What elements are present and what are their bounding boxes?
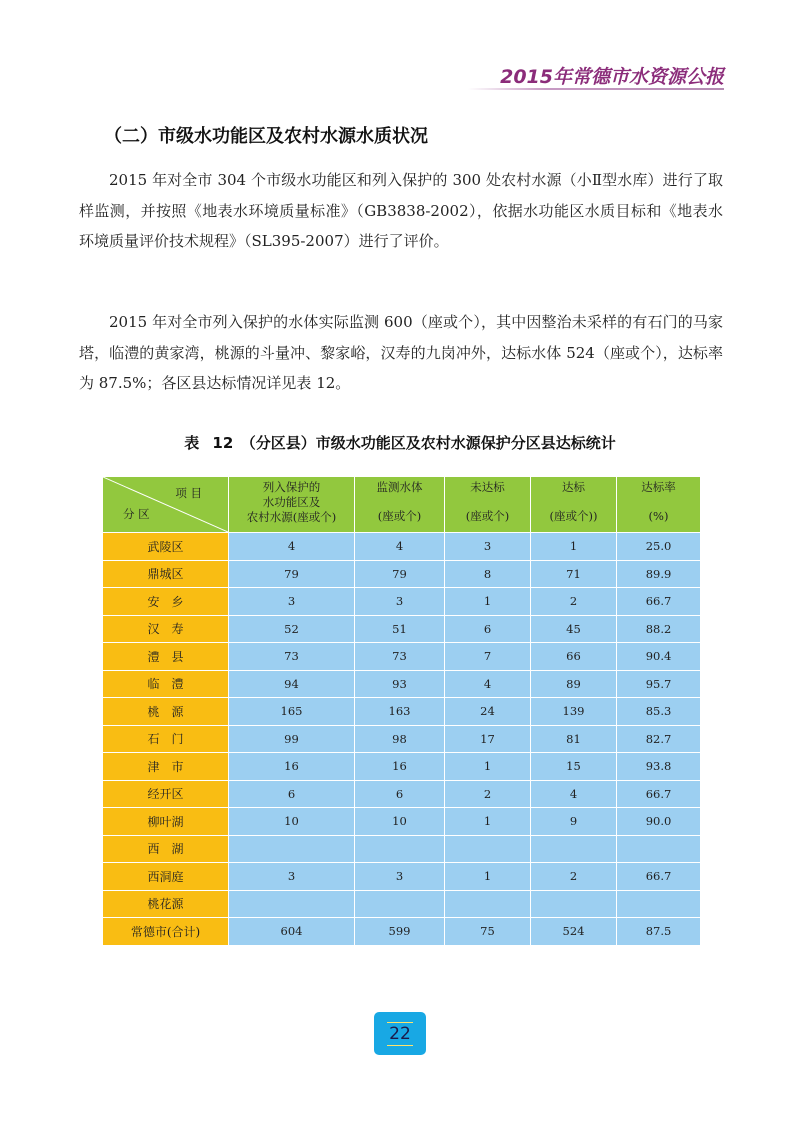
protected-cell: 10: [229, 808, 355, 836]
table-row: [103, 890, 701, 918]
header-monitored: [355, 477, 445, 533]
monitored-cell: [355, 835, 445, 863]
header-failed-bottom: (座或个): [465, 509, 510, 523]
table-total-row: [103, 918, 701, 946]
passed-cell: 9: [531, 808, 617, 836]
table-header-row: [103, 477, 701, 533]
failed-cell: 6: [445, 615, 531, 643]
failed-cell: 1: [445, 753, 531, 781]
monitored-cell: 73: [355, 643, 445, 671]
diagonal-line: [103, 477, 228, 532]
failed-cell: 2: [445, 780, 531, 808]
failed-cell: 75: [445, 918, 531, 946]
rate-cell: 90.0: [617, 808, 701, 836]
monitored-cell: 163: [355, 698, 445, 726]
table-row: [103, 753, 701, 781]
header-protected-mid: 水功能区及: [262, 495, 321, 509]
failed-cell: [445, 835, 531, 863]
failed-cell: 17: [445, 725, 531, 753]
region-cell: 西洞庭: [103, 863, 229, 891]
paragraph-2: 2015 年对全市列入保护的水体实际监测 600（座或个），其中因整治未采样的有石门的马家塔，临澧的黄家湾，桃源的斗量冲、黎家峪，汉寿的九岗冲外，达标水体 524（座或个），达标率为 87.5%；各区县达标情况详见表 12。: [79, 313, 723, 392]
rate-cell: 82.7: [617, 725, 701, 753]
table-row: [103, 560, 701, 588]
passed-cell: [531, 835, 617, 863]
region-cell: 鼎城区: [103, 560, 229, 588]
page-number: 22: [389, 1023, 411, 1044]
passed-cell: 81: [531, 725, 617, 753]
diagonal-header-cell: [103, 477, 229, 533]
monitored-cell: [355, 890, 445, 918]
table-row: [103, 725, 701, 753]
protected-cell: 3: [229, 588, 355, 616]
protected-cell: 52: [229, 615, 355, 643]
rate-cell: 90.4: [617, 643, 701, 671]
table-row: [103, 588, 701, 616]
monitored-cell: 51: [355, 615, 445, 643]
section-heading: （二）市级水功能区及农村水源水质状况: [104, 126, 428, 147]
failed-cell: 4: [445, 670, 531, 698]
table-row: [103, 698, 701, 726]
protected-cell: 165: [229, 698, 355, 726]
table-row: [103, 670, 701, 698]
passed-cell: 2: [531, 588, 617, 616]
header-monitored-top: 监测水体: [376, 480, 423, 494]
monitored-cell: 98: [355, 725, 445, 753]
failed-cell: 3: [445, 533, 531, 561]
report-header-title: 2015年常德市水资源公报: [500, 66, 724, 88]
region-cell: 柳叶湖: [103, 808, 229, 836]
passed-cell: 66: [531, 643, 617, 671]
region-cell: 汉 寿: [103, 615, 229, 643]
monitored-cell: 79: [355, 560, 445, 588]
rate-cell: 95.7: [617, 670, 701, 698]
monitored-cell: 3: [355, 863, 445, 891]
region-cell: 石 门: [103, 725, 229, 753]
table-caption: 表 12 （分区县）市级水功能区及农村水源保护分区县达标统计: [184, 434, 616, 452]
rate-cell: [617, 835, 701, 863]
protected-cell: 6: [229, 780, 355, 808]
passed-cell: 139: [531, 698, 617, 726]
corner-label-division: 分 区: [123, 507, 150, 521]
protected-cell: [229, 835, 355, 863]
region-cell: 武陵区: [103, 533, 229, 561]
passed-cell: 15: [531, 753, 617, 781]
table-row: [103, 863, 701, 891]
region-cell: 经开区: [103, 780, 229, 808]
monitored-cell: 4: [355, 533, 445, 561]
header-failed: [445, 477, 531, 533]
monitored-cell: 16: [355, 753, 445, 781]
monitored-cell: 6: [355, 780, 445, 808]
protected-cell: 73: [229, 643, 355, 671]
region-cell: 临 澧: [103, 670, 229, 698]
monitored-cell: 10: [355, 808, 445, 836]
failed-cell: [445, 890, 531, 918]
passed-cell: 71: [531, 560, 617, 588]
table-row: [103, 835, 701, 863]
table-row: [103, 643, 701, 671]
rate-cell: 87.5: [617, 918, 701, 946]
corner-label-item: 项 目: [175, 486, 202, 500]
passed-cell: [531, 890, 617, 918]
region-cell: 桃花源: [103, 890, 229, 918]
failed-cell: 1: [445, 808, 531, 836]
passed-cell: 89: [531, 670, 617, 698]
monitored-cell: 93: [355, 670, 445, 698]
protected-cell: 4: [229, 533, 355, 561]
failed-cell: 8: [445, 560, 531, 588]
rate-cell: 88.2: [617, 615, 701, 643]
region-cell: 桃 源: [103, 698, 229, 726]
rate-cell: 66.7: [617, 780, 701, 808]
rate-cell: 93.8: [617, 753, 701, 781]
protected-cell: 94: [229, 670, 355, 698]
failed-cell: 7: [445, 643, 531, 671]
header-failed-top: 未达标: [470, 480, 505, 494]
protected-cell: 99: [229, 725, 355, 753]
region-cell: 常德市(合计): [103, 918, 229, 946]
failed-cell: 1: [445, 863, 531, 891]
compliance-table: [102, 476, 701, 946]
table-row: [103, 808, 701, 836]
page-number-badge: [374, 1012, 426, 1055]
failed-cell: 24: [445, 698, 531, 726]
rate-cell: 66.7: [617, 588, 701, 616]
header-passed: [531, 477, 617, 533]
protected-cell: [229, 890, 355, 918]
rate-cell: 66.7: [617, 863, 701, 891]
header-protected: [229, 477, 355, 533]
header-protected-top: 列入保护的: [262, 480, 321, 494]
header-monitored-bottom: (座或个): [377, 509, 422, 523]
passed-cell: 2: [531, 863, 617, 891]
rate-cell: [617, 890, 701, 918]
passed-cell: 4: [531, 780, 617, 808]
region-cell: 澧 县: [103, 643, 229, 671]
paragraph-1: 2015 年对全市 304 个市级水功能区和列入保护的 300 处农村水源（小Ⅱ型水库）进行了取样监测，并按照《地表水环境质量标准》（GB3838-2002），依据水功能区水质目标和《地表水环境质量评价技术规程》（SL395-2007）进行了评价。: [79, 171, 723, 250]
passed-cell: 1: [531, 533, 617, 561]
header-passed-bottom: (座或个)): [549, 509, 598, 523]
table-row: [103, 533, 701, 561]
passed-cell: 524: [531, 918, 617, 946]
failed-cell: 1: [445, 588, 531, 616]
rate-cell: 89.9: [617, 560, 701, 588]
region-cell: 安 乡: [103, 588, 229, 616]
monitored-cell: 3: [355, 588, 445, 616]
header-rate: [617, 477, 701, 533]
protected-cell: 79: [229, 560, 355, 588]
header-rate-top: 达标率: [641, 480, 676, 494]
header-passed-top: 达标: [562, 480, 585, 494]
header-divider: [468, 88, 724, 90]
protected-cell: 16: [229, 753, 355, 781]
monitored-cell: 599: [355, 918, 445, 946]
protected-cell: 604: [229, 918, 355, 946]
region-cell: 津 市: [103, 753, 229, 781]
rate-cell: 85.3: [617, 698, 701, 726]
protected-cell: 3: [229, 863, 355, 891]
region-cell: 西 湖: [103, 835, 229, 863]
table-row: [103, 615, 701, 643]
passed-cell: 45: [531, 615, 617, 643]
rate-cell: 25.0: [617, 533, 701, 561]
header-rate-bottom: (%): [648, 509, 669, 523]
table-row: [103, 780, 701, 808]
header-protected-bottom: 农村水源(座或个): [246, 510, 337, 524]
